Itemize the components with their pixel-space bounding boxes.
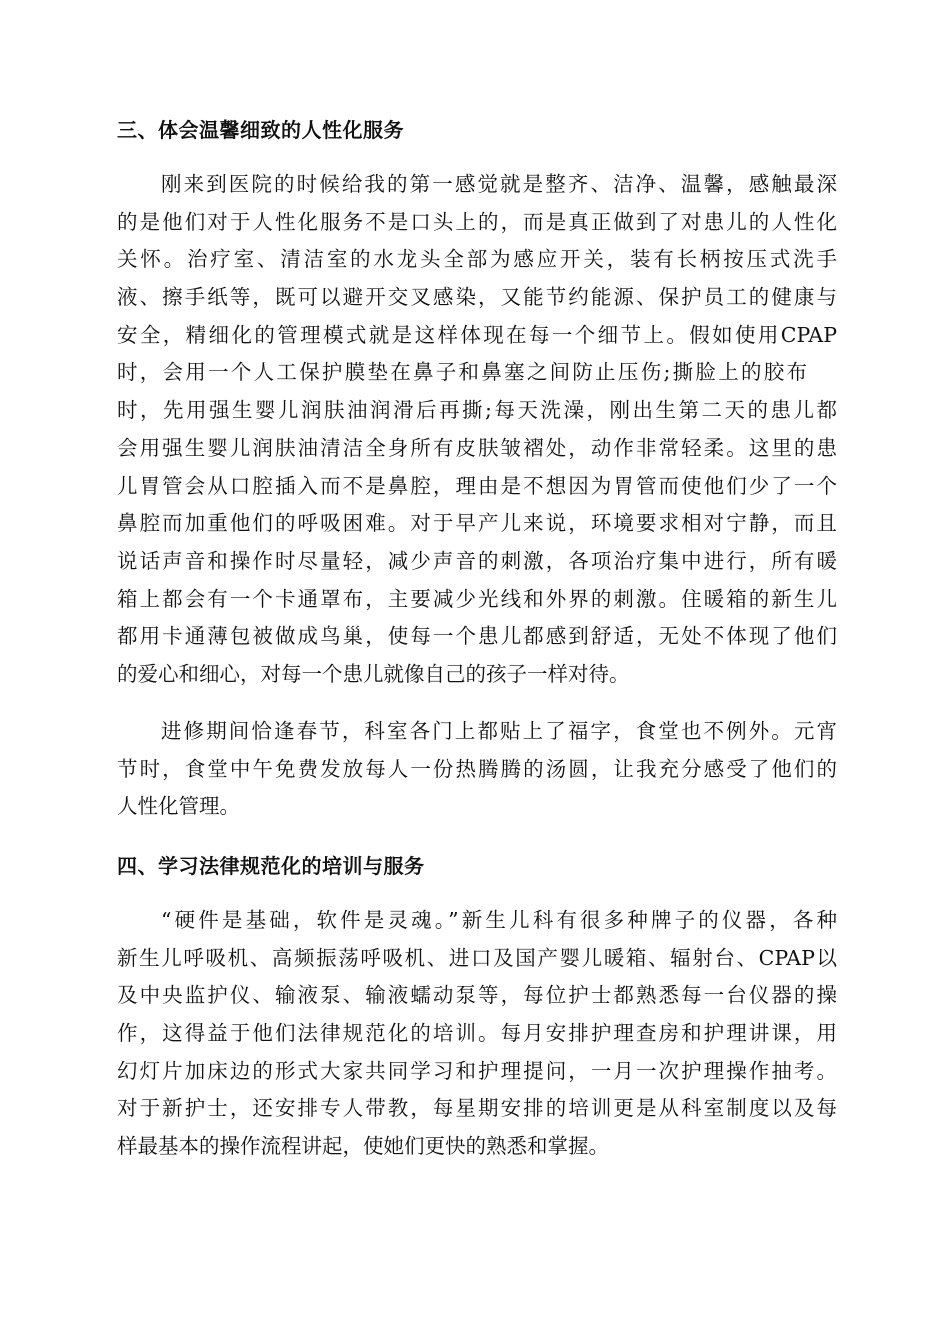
paragraph-line: 及中央监护仪、输液泵、输液蠕动泵等，每位护士都熟悉每一台仪器的操 <box>117 983 837 1008</box>
paragraph-line: 节时，食堂中午免费发放每人一份热腾腾的汤圆，让我充分感受了他们的 <box>117 756 837 781</box>
paragraph-line: 都用卡通薄包被做成鸟巢，使每一个患儿都感到舒适，无处不体现了他们 <box>117 624 837 649</box>
paragraph-line: 样最基本的操作流程讲起，使她们更快的熟悉和掌握。 <box>117 1134 609 1159</box>
paragraph-line: 的是他们对于人性化服务不是口头上的，而是真正做到了对患儿的人性化 <box>117 209 837 234</box>
paragraph-line: 作，这得益于他们法律规范化的培训。每月安排护理查房和护理讲课，用 <box>117 1021 837 1046</box>
paragraph-line: 幻灯片加床边的形式大家共同学习和护理提问，一月一次护理操作抽考。 <box>117 1058 837 1083</box>
paragraph-line: 的爱心和细心，对每一个患儿就像自己的孩子一样对待。 <box>117 661 630 686</box>
section-3-paragraph-1 <box>117 166 837 694</box>
paragraph-line: 说话声音和操作时尽量轻，减少声音的刺激，各项治疗集中进行，所有暖 <box>117 548 837 573</box>
paragraph-line: 液、擦手纸等，既可以避开交叉感染，又能节约能源、保护员工的健康与 <box>117 285 837 310</box>
paragraph-line: 时，会用一个人工保护膜垫在鼻子和鼻塞之间防止压伤;撕脸上的胶布 <box>117 360 807 385</box>
paragraph-line: “硬件是基础，软件是灵魂。”新生儿科有很多种牌子的仪器，各种 <box>161 908 837 932</box>
paragraph-line: 会用强生婴儿润肤油清洁全身所有皮肤皱褶处，动作非常轻柔。这里的患 <box>117 435 837 460</box>
paragraph-line: 刚来到医院的时候给我的第一感觉就是整齐、洁净、温馨，感触最深 <box>161 172 837 196</box>
paragraph-line: 对于新护士，还安排专人带教，每星期安排的培训更是从科室制度以及每 <box>117 1096 837 1121</box>
paragraph-line: 人性化管理。 <box>117 794 240 819</box>
section-4-paragraph-1 <box>117 902 837 1166</box>
paragraph-line: 儿胃管会从口腔插入而不是鼻腔，理由是不想因为胃管而使他们少了一个 <box>117 473 837 498</box>
paragraph-line: 鼻腔而加重他们的呼吸困难。对于早产儿来说，环境要求相对宁静，而且 <box>117 511 837 536</box>
section-heading-4: 四、学习法律规范化的培训与服务 <box>117 854 425 878</box>
section-heading-3: 三、体会温馨细致的人性化服务 <box>117 118 404 142</box>
paragraph-line: 进修期间恰逢春节，科室各门上都贴上了福字，食堂也不例外。元宵 <box>161 719 837 743</box>
paragraph-line: 关怀。治疗室、清洁室的水龙头全部为感应开关，装有长柄按压式洗手 <box>117 247 837 272</box>
paragraph-line: 箱上都会有一个卡通罩布，主要减少光线和外界的刺激。住暖箱的新生儿 <box>117 586 837 611</box>
section-3-paragraph-2 <box>117 713 837 826</box>
paragraph-line: 新生儿呼吸机、高频振荡呼吸机、进口及国产婴儿暖箱、辐射台、CPAP以 <box>117 945 837 970</box>
paragraph-line: 安全，精细化的管理模式就是这样体现在每一个细节上。假如使用CPAP <box>117 322 837 347</box>
paragraph-line: 时，先用强生婴儿润肤油润滑后再撕;每天洗澡，刚出生第二天的患儿都 <box>117 398 837 423</box>
